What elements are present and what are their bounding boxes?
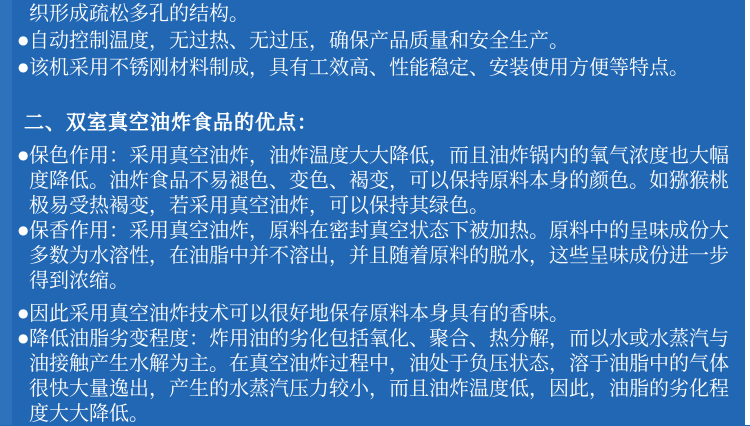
list-item-text: 保香作用：采用真空油炸，原料在密封真空状态下被加热。原料中的呈味成份大多数为水溶性，在油脂中并不溶出，并且随着原料的脱水，这些呈味成份进一步得到浓缩。 xyxy=(29,218,729,292)
list-item-text: 降低油脂劣变程度：炸用油的劣化包括氧化、聚合、热分解，而以水或水蒸汽与油接触产生水解为主。在真空油炸过程中，油处于负压状态，溶于油脂中的气体很快大量逸出，产生的水蒸汽压力较小，而且油炸温度低，因此，油脂的劣化程度大大降低。 xyxy=(29,326,729,425)
right-edge-strip xyxy=(745,0,750,425)
list-item-text: 保色作用：采用真空油炸，油炸温度大大降低，而且油炸锅内的氧气浓度也大幅度降低。油炸食品不易褪色、变色、褐变，可以保持原料本身的颜色。如猕猴桃极易受热褐变，若采用真空油炸，可以保持其绿色。 xyxy=(29,143,729,217)
bullet-icon: ● xyxy=(18,33,29,47)
advantages-section xyxy=(18,143,735,426)
list-item xyxy=(18,301,735,326)
list-item xyxy=(18,54,735,81)
list-item-text: 该机采用不锈刚材料制成，具有工效高、性能稳定、安装使用方便等特点。 xyxy=(29,55,689,79)
left-edge-band xyxy=(0,0,12,425)
bullet-icon: ● xyxy=(18,331,29,345)
bullet-icon: ● xyxy=(18,148,29,162)
bullet-icon: ● xyxy=(18,60,29,74)
list-item xyxy=(18,326,735,426)
list-item-text: 自动控制温度，无过热、无过压，确保产品质量和安全生产。 xyxy=(29,28,569,52)
list-item-text: 因此采用真空油炸技术可以很好地保存原料本身具有的香味。 xyxy=(29,301,569,325)
section-heading: 二、双室真空油炸食品的优点： xyxy=(24,110,318,134)
description-text-block xyxy=(18,0,735,426)
bullet-icon: ● xyxy=(18,306,29,320)
intro-continuation-line: 织形成疏松多孔的结构。 xyxy=(29,1,249,25)
bullet-icon: ● xyxy=(18,223,29,237)
list-item xyxy=(18,218,735,293)
intro-section xyxy=(18,0,735,81)
list-item xyxy=(18,27,735,54)
list-item xyxy=(18,143,735,218)
